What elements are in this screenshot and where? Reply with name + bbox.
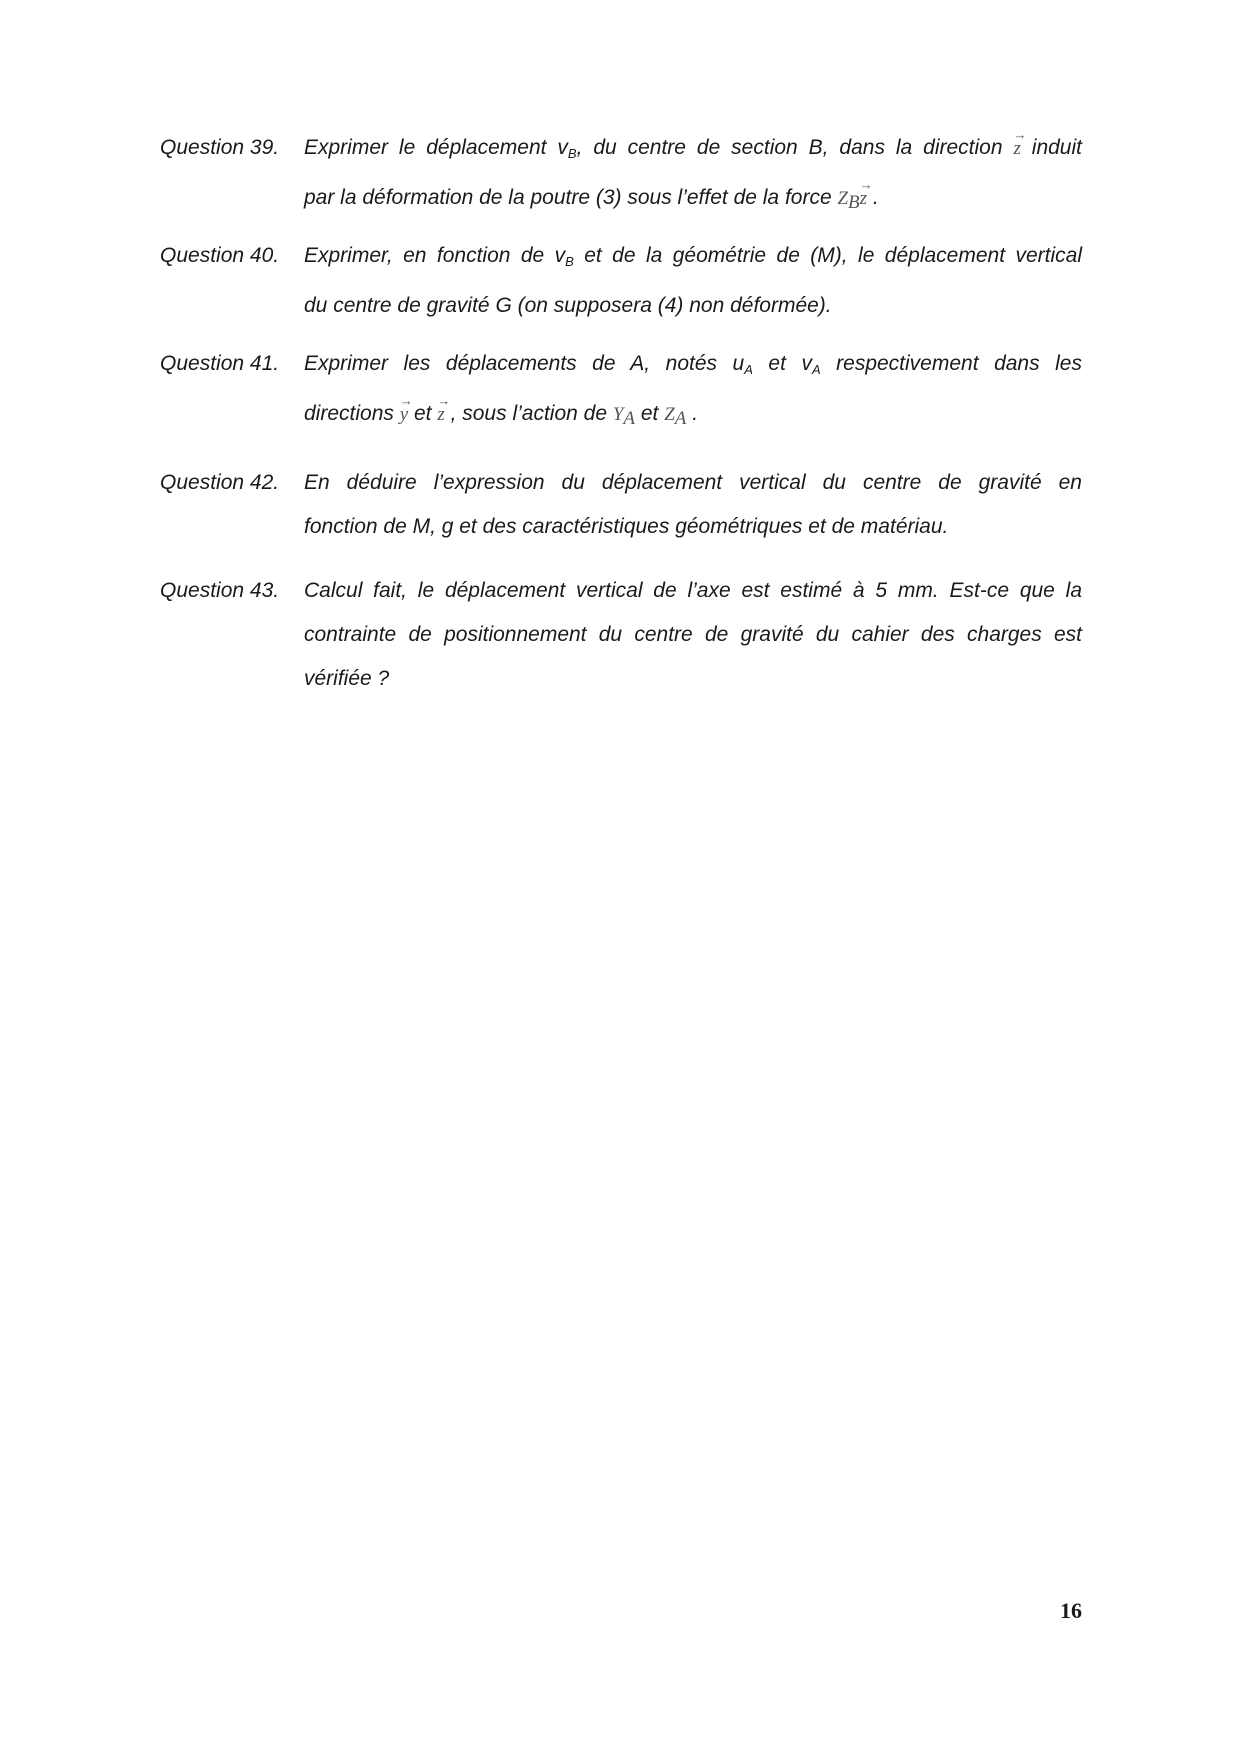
text-line: contrainte de positionnement du centre de gravité du cahier des charges est: [304, 623, 1082, 646]
vector-symbol: → z: [437, 393, 444, 437]
text-run: directions: [304, 402, 400, 425]
subscript: A: [623, 408, 636, 429]
text-run: et v: [752, 352, 812, 375]
subscript: B: [565, 254, 574, 269]
question-39: [160, 126, 1082, 225]
text-run: Exprimer le déplacement v: [304, 136, 568, 159]
text-run: et: [635, 402, 665, 425]
text-line: [304, 234, 1082, 284]
math-symbol: Y: [612, 404, 624, 425]
question-40: [160, 234, 1082, 328]
text-run: .: [686, 402, 699, 425]
text-line: [304, 342, 1082, 392]
subscript: B: [567, 146, 577, 161]
text-line: fonction de M, g et des caractéristiques géométriques et de matériau.: [304, 515, 949, 538]
question-text: [304, 234, 1082, 328]
text-line: [304, 392, 1082, 441]
question-label: Question 41.: [160, 352, 280, 375]
question-text: [304, 342, 1082, 441]
vector-symbol: → z: [1013, 127, 1020, 171]
text-run: par la déformation de la poutre (3) sous l’effet de la force: [304, 186, 838, 209]
question-label: Question 40.: [160, 244, 280, 267]
math-symbol: Z: [664, 404, 675, 425]
text-line: [304, 126, 1082, 176]
page-number: 16: [1060, 1598, 1082, 1623]
text-line: Calcul fait, le déplacement vertical de l’axe est estimé à 5 mm. Est-ce que la: [304, 579, 1082, 602]
text-run: et de la géométrie de (M), le déplacement vertical: [573, 244, 1082, 267]
text-run: Exprimer les déplacements de A, notés u: [304, 352, 745, 375]
subscript: B: [848, 192, 860, 213]
text-run: , sous l’action de: [444, 402, 613, 425]
text-run: .: [867, 186, 879, 209]
text-run: , du centre de section B, dans la direction: [576, 136, 1014, 159]
text-run: Exprimer, en fonction de v: [304, 244, 566, 267]
question-42: [160, 461, 1082, 549]
question-label: Question 43.: [160, 579, 280, 602]
subscript: A: [811, 362, 821, 377]
question-label: Question 42.: [160, 471, 280, 494]
question-text: [304, 461, 1082, 549]
vector-symbol: → z: [860, 177, 867, 221]
question-text: [304, 126, 1082, 225]
question-label: Question 39.: [160, 136, 280, 159]
vector-symbol: → y: [400, 393, 408, 437]
text-line: En déduire l’expression du déplacement vertical du centre de gravité en: [304, 471, 1082, 494]
subscript: A: [744, 362, 753, 377]
subscript: A: [674, 408, 687, 429]
text-run: et: [408, 402, 438, 425]
text-line: [304, 176, 1082, 225]
text-run: induit: [1020, 136, 1082, 159]
math-symbol: Z: [837, 188, 849, 209]
question-43: [160, 569, 1082, 701]
text-line: vérifiée ?: [304, 667, 390, 690]
question-text: [304, 569, 1082, 701]
text-run: respectivement dans les: [820, 352, 1082, 375]
question-41: [160, 342, 1082, 441]
text-line: du centre de gravité G (on supposera (4) non déformée).: [304, 294, 832, 317]
